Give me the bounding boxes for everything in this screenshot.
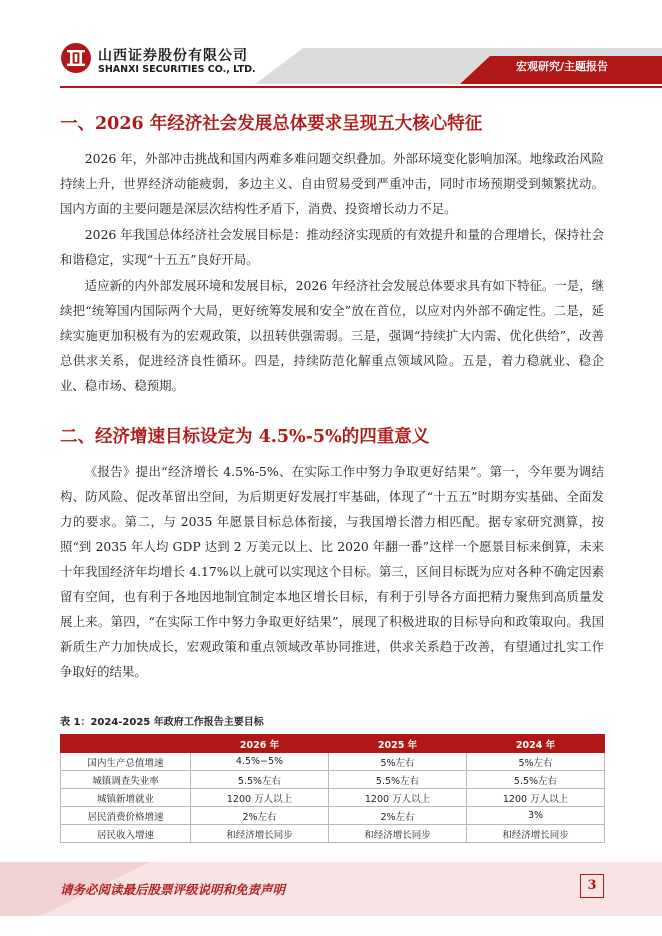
table-cell: 3% (467, 807, 605, 825)
table-cell: 居民消费价格增速 (61, 807, 191, 825)
table-cell: 城镇新增就业 (61, 789, 191, 807)
table-header-cell: 2024 年 (467, 735, 605, 753)
table-header-cell: 2026 年 (191, 735, 329, 753)
table-cell: 1200 万人以上 (329, 789, 467, 807)
table-cell: 1200 万人以上 (467, 789, 605, 807)
table-cell: 2%左右 (329, 807, 467, 825)
table-row (61, 771, 605, 789)
targets-table (60, 734, 605, 843)
company-name-cn: 山西证券股份有限公司 (98, 48, 248, 64)
table-cell: 1200 万人以上 (191, 789, 329, 807)
company-name-en: SHANXI SECURITIES CO., LTD. (98, 64, 256, 75)
table-header-cell: 2025 年 (329, 735, 467, 753)
report-type-label: 宏观研究/主题报告 (515, 60, 608, 73)
section-heading-2: 二、经济增速目标设定为 4.5%-5%的四重意义 (60, 427, 430, 447)
table-header-row (61, 735, 605, 753)
company-logo-icon (60, 42, 92, 74)
table-row (61, 807, 605, 825)
section1-paragraph-2: 2026 年我国总体经济社会发展目标是：推动经济实现质的有效提升和量的合理增长，保持社会和谐稳定，实现“十五五”良好开局。 (60, 227, 604, 267)
table-row (61, 825, 605, 843)
table-cell: 2%左右 (191, 807, 329, 825)
table-cell: 城镇调查失业率 (61, 771, 191, 789)
section2-paragraph: 《报告》提出“经济增长 4.5%-5%、在实际工作中努力争取更好结果”。第一，今年要为调结构、防风险、促改革留出空间，为后期更好发展打牢基础，体现了“十五五”时期夯实基础、全面发力的要求。第二，与 2035 年愿景目标总体衔接，与我国增长潜力相匹配。据专家研究测算，按照“到 2035 年人均 GDP 达到 2 万美元以上、比 2020 年翻一番”这样一个愿景目标来倒算，未来十年我国经济年均增长 4.17%以上就可以实现这个目标。第三，区间目标既为应对各种不确定因素留有空间，也有利于各地因地制宜制定本地区增长目标，有利于引导各方面把精力聚焦到高质量发展上来。第四，“在实际工作中努力争取更好结果”，展现了积极进取的目标导向和政策取向。我国新质生产力加快成长，宏观政策和重点领域改革协同推进，供求关系趋于改善，有望通过扎实工作争取好的结果。 (60, 464, 604, 679)
table-cell: 5%左右 (467, 753, 605, 771)
footer-disclaimer: 请务必阅读最后股票评级说明和免责声明 (60, 882, 286, 897)
table-cell: 5.5%左右 (467, 771, 605, 789)
table-cell: 和经济增长同步 (191, 825, 329, 843)
table-cell: 和经济增长同步 (467, 825, 605, 843)
table-header-cell (61, 735, 191, 753)
table-cell: 和经济增长同步 (329, 825, 467, 843)
header-divider (60, 86, 662, 88)
table-cell: 居民收入增速 (61, 825, 191, 843)
table-row (61, 753, 605, 771)
section1-paragraph-3: 适应新的内外部发展环境和发展目标，2026 年经济社会发展总体要求具有如下特征。一是，继续把“统筹国内国际两个大局，更好统筹发展和安全”放在首位，以应对内外部不确定性。二是，延续实施更加积极有为的宏观政策，以扭转供强需弱。三是，强调“持续扩大内需、优化供给”，改善总供求关系，促进经济良性循环。四是，持续防范化解重点领域风险。五是，着力稳就业、稳企业、稳市场、稳预期。 (60, 278, 604, 393)
section1-paragraph-1: 2026 年，外部冲击挑战和国内两难多难问题交织叠加。外部环境变化影响加深。地缘政治风险持续上升，世界经济动能疲弱，多边主义、自由贸易受到严重冲击，同时市场预期受到频繁扰动。国内方面的主要问题是深层次结构性矛盾下，消费、投资增长动力不足。 (60, 151, 604, 216)
table-cell: 5%左右 (329, 753, 467, 771)
table-row (61, 789, 605, 807)
table-cell: 5.5%左右 (329, 771, 467, 789)
table-cell: 5.5%左右 (191, 771, 329, 789)
table-cell: 4.5%−5% (191, 753, 329, 771)
section-heading-1: 一、2026 年经济社会发展总体要求呈现五大核心特征 (60, 114, 483, 134)
table-cell: 国内生产总值增速 (61, 753, 191, 771)
page-number: 3 (580, 874, 604, 898)
table-caption: 表 1：2024-2025 年政府工作报告主要目标 (60, 717, 264, 728)
page-header (0, 0, 662, 92)
